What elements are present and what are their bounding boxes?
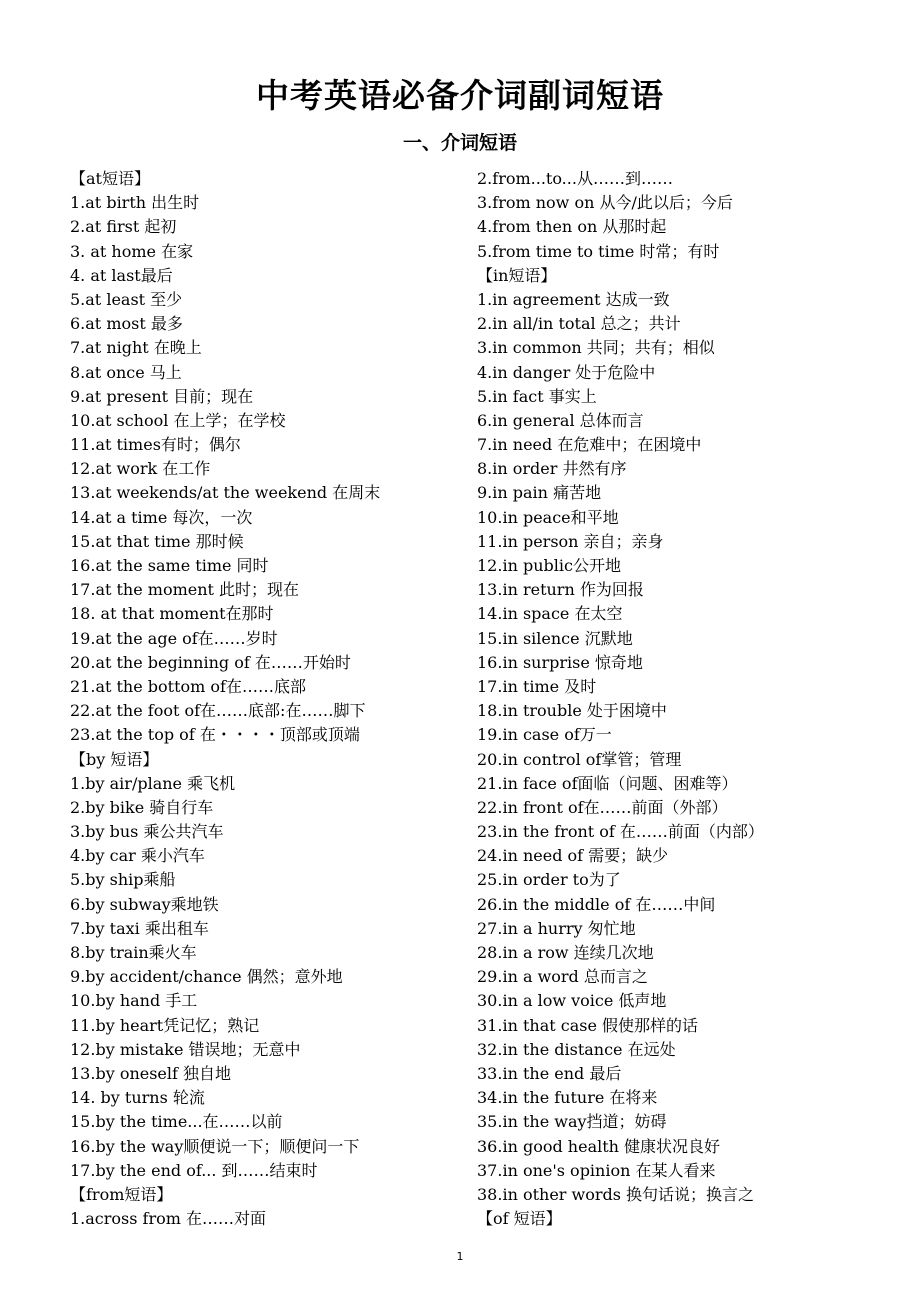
phrase-line: 【of 短语】 [477,1209,562,1229]
phrase-line: 3.in common 共同；共有；相似 [477,338,715,358]
phrase-line: 14.at a time 每次，一次 [70,507,253,527]
phrase-line: 28.in a row 连续几次地 [477,943,654,962]
phrase-line: 2.at first 起初 [70,217,177,237]
phrase-line: 11.in person 亲自；亲身 [477,531,664,551]
phrase-line: 23.in the front of 在……前面（内部） [477,822,764,842]
phrase-line: 12.in public公开地 [477,556,621,575]
phrase-line: 5.by ship乘船 [70,870,176,890]
phrase-line: 12.at work 在工作 [70,459,211,479]
phrase-line: 25.in order to为了 [477,870,621,890]
phrase-line: 38.in other words 换句话说；换言之 [477,1184,755,1204]
phrase-line: 6.in general 总体而言 [477,410,644,430]
phrase-line: 4.in danger 处于危险中 [477,362,656,382]
phrase-line: 22.in front of在……前面（外部） [477,797,728,817]
phrase-line: 1.across from 在……对面 [70,1209,267,1229]
phrase-line: 14. by turns 轮流 [70,1088,205,1108]
phrase-line: 6.by subway乘地铁 [70,894,219,914]
phrase-line: 4.from then on 从那时起 [477,217,667,237]
left-column [70,167,470,1231]
phrase-line: 26.in the middle of 在……中间 [477,894,716,914]
right-column [477,167,917,1231]
phrase-line: 【by 短语】 [70,749,159,769]
phrase-line: 5.in fact 事实上 [477,386,597,406]
phrase-line: 27.in a hurry 匆忙地 [477,918,636,938]
phrase-line: 4.by car 乘小汽车 [70,846,205,866]
phrase-line: 15.in silence 沉默地 [477,628,633,648]
phrase-line: 5.from time to time 时常；有时 [477,241,720,261]
phrase-line: 【at短语】 [70,169,150,188]
phrase-line: 7.in need 在危难中；在困境中 [477,435,702,455]
phrase-line: 35.in the way挡道；妨碍 [477,1112,667,1132]
phrase-line: 19.at the age of在……岁时 [70,628,278,648]
phrase-line: 20.in control of掌管；管理 [477,749,682,769]
section-heading: 一、介词短语 [402,132,517,154]
phrase-line: 11.by heart凭记忆；熟记 [70,1015,260,1035]
phrase-line: 13.at weekends/at the weekend 在周末 [70,483,381,503]
phrase-line: 8.in order 井然有序 [477,459,627,479]
phrase-line: 3.from now on 从今/此以后；今后 [477,193,733,213]
phrase-line: 13.in return 作为回报 [477,580,644,600]
phrase-line: 34.in the future 在将来 [477,1088,658,1108]
phrase-line: 15.by the time...在……以前 [70,1112,283,1132]
phrase-line: 9.by accident/chance 偶然；意外地 [70,967,343,987]
phrase-line: 7.at night 在晚上 [70,338,202,358]
phrase-line: 4. at last最后 [70,265,173,285]
phrase-line: 2.from...to...从……到…… [477,169,673,188]
phrase-line: 14.in space 在太空 [477,604,623,624]
phrase-line: 16.in surprise 惊奇地 [477,652,643,672]
phrase-line: 22.at the foot of在……底部:在……脚下 [70,701,366,721]
phrase-line: 3. at home 在家 [70,241,194,261]
phrase-line: 17.by the end of... 到……结束时 [70,1160,318,1180]
phrase-line: 8.by train乘火车 [70,943,197,962]
phrase-line: 19.in case of万一 [477,725,612,745]
phrase-line: 13.by oneself 独自地 [70,1063,232,1083]
phrase-line: 37.in one's opinion 在某人看来 [477,1160,716,1180]
phrase-line: 2.by bike 骑自行车 [70,797,214,817]
phrase-line: 【in短语】 [477,265,557,285]
phrase-line: 23.at the top of 在・・・・顶部或顶端 [70,725,360,745]
phrase-line: 3.by bus 乘公共汽车 [70,822,224,842]
phrase-line: 【from短语】 [70,1184,173,1204]
phrase-line: 10.at school 在上学；在学校 [70,410,286,430]
phrase-line: 21.in face of面临（问题、困难等） [477,773,738,793]
phrase-line: 30.in a low voice 低声地 [477,991,667,1011]
phrase-line: 33.in the end 最后 [477,1063,622,1083]
phrase-line: 16.at the same time 同时 [70,556,269,575]
phrase-line: 5.at least 至少 [70,289,183,309]
phrase-line: 17.in time 及时 [477,676,597,696]
phrase-line: 18. at that moment在那时 [70,604,274,624]
phrase-line: 15.at that time 那时候 [70,531,244,551]
page-number: 1 [456,1250,464,1263]
phrase-line: 12.by mistake 错误地；无意中 [70,1039,301,1059]
phrase-line: 17.at the moment 此时；现在 [70,580,300,600]
phrase-line: 29.in a word 总而言之 [477,967,648,987]
phrase-line: 6.at most 最多 [70,314,183,334]
phrase-line: 11.at times有时；偶尔 [70,435,241,455]
phrase-line: 7.by taxi 乘出租车 [70,918,209,938]
phrase-line: 9.at present 目前；现在 [70,386,254,406]
phrase-line: 10.in peace和平地 [477,507,619,527]
page-title: 中考英语必备介词副词短语 [256,76,664,115]
phrase-line: 8.at once 马上 [70,362,182,382]
phrase-line: 10.by hand 手工 [70,991,198,1011]
phrase-line: 32.in the distance 在远处 [477,1039,676,1059]
phrase-line: 9.in pain 痛苦地 [477,483,602,503]
phrase-line: 21.at the bottom of在……底部 [70,676,306,696]
phrase-line: 1.by air/plane 乘飞机 [70,773,236,793]
phrase-line: 36.in good health 健康状况良好 [477,1136,721,1156]
phrase-line: 18.in trouble 处于困境中 [477,701,667,721]
phrase-line: 20.at the beginning of 在……开始时 [70,652,351,672]
phrase-line: 16.by the way顺便说一下；顺便问一下 [70,1136,360,1156]
phrase-line: 2.in all/in total 总之；共计 [477,314,681,334]
phrase-line: 24.in need of 需要；缺少 [477,846,669,866]
phrase-line: 1.at birth 出生时 [70,193,200,213]
phrase-line: 31.in that case 假使那样的话 [477,1015,699,1035]
phrase-line: 1.in agreement 达成一致 [477,289,670,309]
